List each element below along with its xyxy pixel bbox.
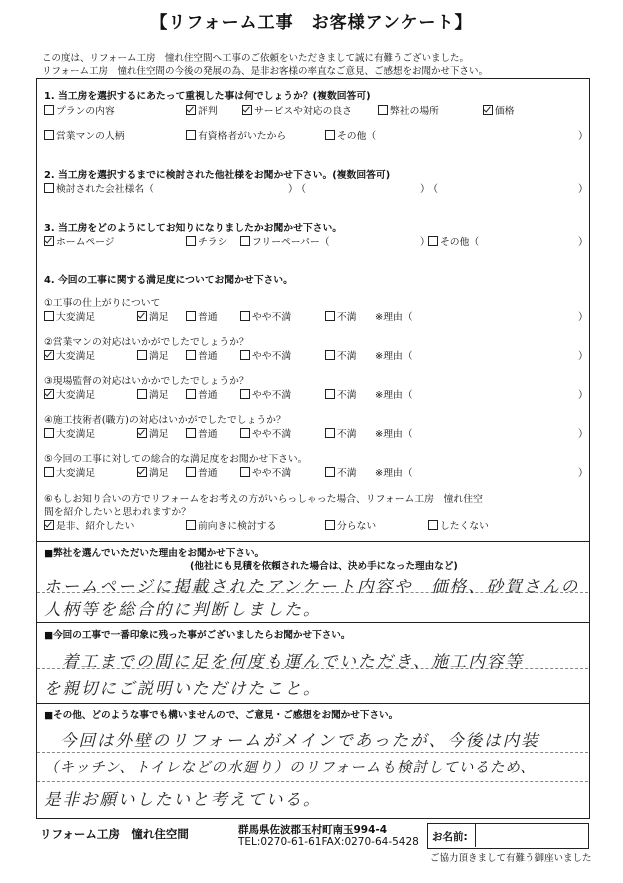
intro-line-1: この度は、リフォーム工房 憧れ住空間へ工事のご依頼をいただきまして誠に有難うございました。 [42,53,470,64]
checkbox-icon[interactable] [186,350,196,360]
q4-item-2-opt-6: ※理由（ [375,351,413,362]
impression-header: ■今回の工事で一番印象に残った事がございましたらお聞かせ下さい。 [44,630,351,641]
q1-opt-qualified[interactable]: 有資格者がいたから [186,128,286,142]
checkbox-icon[interactable] [378,105,388,115]
q4-item-2-opt-3[interactable]: 普通 [186,348,218,362]
divider [37,781,588,782]
checkbox-icon[interactable] [186,467,196,477]
q4-item-4-opt-4[interactable]: やや不満 [240,426,291,440]
reason-header: ■弊社を選んでいただいた理由をお聞かせ下さい。 [44,548,265,559]
checkbox-icon[interactable] [240,389,250,399]
q4-item-5-opt-6: ※理由（ [375,468,413,479]
q3-opt-other[interactable]: その他（ [428,234,479,248]
checkbox-icon[interactable] [186,311,196,321]
q4-item-1-question: ①工事の仕上がりについて [44,298,161,309]
checkbox-icon[interactable] [186,520,196,530]
q4-item-1-opt-5[interactable]: 不満 [325,309,357,323]
q6-opt-unsure[interactable]: 分らない [325,518,376,532]
q4-item-4-opt-3[interactable]: 普通 [186,426,218,440]
paren-close: ） [578,131,588,142]
checkbox-icon[interactable] [44,130,54,140]
paren-close: ） [578,312,588,323]
checkbox-icon[interactable] [240,428,250,438]
comments-handwriting-2: （キッチン、トイレなどの水廻り）のリフォームも検討しているため、 [44,760,536,776]
q3-opt-free-paper[interactable]: フリーペーパー（ [240,234,330,248]
q4-item-2-opt-2[interactable]: 満足 [137,348,169,362]
q4-item-4-opt-1[interactable]: 大変満足 [44,426,95,440]
paren-open: （ [428,184,438,195]
q4-item-1-opt-2[interactable]: 満足 [137,309,169,323]
q4-item-4-opt-5[interactable]: 不満 [325,426,357,440]
checkbox-icon[interactable] [44,467,54,477]
checkbox-icon[interactable] [325,350,335,360]
q3-label: 3. 当工房をどのようにしてお知りになりましたかお聞かせ下さい。 [44,223,343,234]
q4-item-2-opt-1[interactable]: 大変満足 [44,348,95,362]
q4-item-3-opt-4[interactable]: やや不満 [240,387,291,401]
checkbox-checked-icon[interactable] [137,428,147,438]
footer-address: 群馬県佐波郡玉村町南玉994-4 [238,824,388,836]
q4-item-5-opt-2[interactable]: 満足 [137,465,169,479]
q4-item-1-opt-6: ※理由（ [375,312,413,323]
q4-item-4-question: ④施工技術者(職方)の対応はいかがでしたでしょうか？ [44,415,286,426]
paren-close: ） [578,468,588,479]
q3-opt-flyer[interactable]: チラシ [186,234,227,248]
paren-close: ） [578,429,588,440]
paren-close: ） [578,390,588,401]
comments-header: ■その他、どのような事でも構いませんので、ご意見・ご感想をお聞かせ下さい。 [44,710,399,721]
q1-opt-reputation[interactable]: 評判 [186,103,218,117]
q4-item-3-opt-2[interactable]: 満足 [137,387,169,401]
q4-item-5-opt-1[interactable]: 大変満足 [44,465,95,479]
checkbox-checked-icon[interactable] [44,520,54,530]
divider [37,752,588,753]
q4-item-1-opt-1[interactable]: 大変満足 [44,309,95,323]
q4-item-5-opt-4[interactable]: やや不満 [240,465,291,479]
comments-handwriting-1: 今回は外壁のリフォームがメインであったが、今後は内装 [60,731,540,750]
q2-label: 2. 当工房を選択するまでに検討された他社様をお聞かせ下さい。(複数回答可) [44,170,391,181]
q4-item-5-opt-3[interactable]: 普通 [186,465,218,479]
paren-open: （ [296,184,306,195]
impression-handwriting-2: を親切にご説明いただけたこと。 [44,679,322,698]
q4-item-5-question: ⑤今回の工事に対しての総合的な満足度をお聞かせ下さい。 [44,454,308,465]
reason-handwriting-2: 人柄等を総合的に判断しました。 [44,600,322,619]
q3-opt-homepage[interactable]: ホームページ [44,234,115,248]
checkbox-icon[interactable] [325,520,335,530]
checkbox-icon[interactable] [325,389,335,399]
q4-item-1-opt-3[interactable]: 普通 [186,309,218,323]
checkbox-icon[interactable] [240,350,250,360]
checkbox-icon[interactable] [186,389,196,399]
q6-opt-definitely[interactable]: 是非、紹介したい [44,518,134,532]
checkbox-icon[interactable] [325,130,335,140]
questionnaire-box [36,78,590,542]
q1-opt-other[interactable]: その他（ [325,128,376,142]
footer-tel-fax: TEL:0270-61-61FAX:0270-64-5428 [238,836,419,848]
q4-item-2-opt-5[interactable]: 不満 [325,348,357,362]
checkbox-icon[interactable] [186,428,196,438]
checkbox-icon[interactable] [44,183,54,193]
q1-opt-location[interactable]: 弊社の場所 [378,103,439,117]
paren-close: ） [420,184,430,195]
checkbox-checked-icon[interactable] [483,105,493,115]
q6-opt-no[interactable]: したくない [428,518,489,532]
paren-close: ） [578,237,588,248]
checkbox-icon[interactable] [428,520,438,530]
q4-item-4-opt-6: ※理由（ [375,429,413,440]
name-label: お名前: [432,831,468,843]
paren-close: ） [578,351,588,362]
q4-item-3-opt-5[interactable]: 不満 [325,387,357,401]
page-title: 【リフォーム工事 お客様アンケート】 [150,13,473,33]
q1-opt-service[interactable]: サービスや対応の良さ [242,103,352,117]
checkbox-icon[interactable] [240,467,250,477]
checkbox-checked-icon[interactable] [137,311,147,321]
checkbox-icon[interactable] [44,311,54,321]
q4-item-2-opt-4[interactable]: やや不満 [240,348,291,362]
impression-handwriting-1: 着工までの間に足を何度も運んでいただき、施工内容等 [62,652,524,671]
checkbox-icon[interactable] [325,467,335,477]
paren-close: ） [578,184,588,195]
q4-item-3-question: ③現場監督の対応はいかかでしたでしょうか？ [44,376,249,387]
q6-line-1: ⑥もしお知り合いの方でリフォームをお考えの方がいらっしゃった場合、リフォーム工房 憧れ住空 [44,494,483,505]
q6-opt-consider[interactable]: 前向きに検討する [186,518,276,532]
checkbox-checked-icon[interactable] [137,467,147,477]
checkbox-icon[interactable] [137,350,147,360]
footer-thanks: ご協力頂きまして有難う御座いました [430,853,592,864]
checkbox-icon[interactable] [44,105,54,115]
reason-subheader: (他社にも見積を依頼された場合は、決め手になった理由など) [190,561,458,572]
q2-opt-companies[interactable]: 検討された会社様名（ [44,181,154,195]
checkbox-icon[interactable] [240,311,250,321]
checkbox-checked-icon[interactable] [44,389,54,399]
q4-item-2-question: ②営業マンの対応はいかがでしたでしょうか？ [44,337,249,348]
checkbox-icon[interactable] [325,311,335,321]
checkbox-icon[interactable] [186,130,196,140]
checkbox-checked-icon[interactable] [44,236,54,246]
checkbox-icon[interactable] [186,236,196,246]
q4-item-3-opt-3[interactable]: 普通 [186,387,218,401]
checkbox-checked-icon[interactable] [242,105,252,115]
checkbox-icon[interactable] [325,428,335,438]
q4-item-1-opt-4[interactable]: やや不満 [240,309,291,323]
q1-opt-sales-personality[interactable]: 営業マンの人柄 [44,128,125,142]
name-divider [475,823,476,847]
checkbox-icon[interactable] [137,389,147,399]
checkbox-checked-icon[interactable] [44,350,54,360]
checkbox-icon[interactable] [240,236,250,246]
q4-item-4-opt-2[interactable]: 満足 [137,426,169,440]
checkbox-icon[interactable] [428,236,438,246]
reason-handwriting-1: ホームページに掲載されたアンケート内容や 価格、砂賀さんの [44,577,580,596]
q1-label: 1. 当工房を選択するにあたって重視した事は何でしょうか？(複数回答可) [44,91,371,102]
q4-item-5-opt-5[interactable]: 不満 [325,465,357,479]
q6-line-2: 間を紹介したいと思われますか？ [44,507,191,518]
q4-item-3-opt-1[interactable]: 大変満足 [44,387,95,401]
q3-paren-close: ） [420,237,430,248]
q1-opt-plan[interactable]: プランの内容 [44,103,115,117]
q4-label: 4. 今回の工事に関する満足度についてお聞かせ下さい。 [44,275,293,286]
footer-company: リフォーム工房 憧れ住空間 [40,827,189,841]
paren-close: ） [288,184,298,195]
intro-line-2: リフォーム工房 憧れ住空間の今後の発展の為、是非お客様の率直なご意見、ご感想をお聞かせ下さい。 [42,66,489,77]
checkbox-icon[interactable] [44,428,54,438]
q1-opt-price[interactable]: 価格 [483,103,515,117]
checkbox-checked-icon[interactable] [186,105,196,115]
comments-handwriting-3: 是非お願いしたいと考えている。 [44,790,322,809]
q4-item-3-opt-6: ※理由（ [375,390,413,401]
